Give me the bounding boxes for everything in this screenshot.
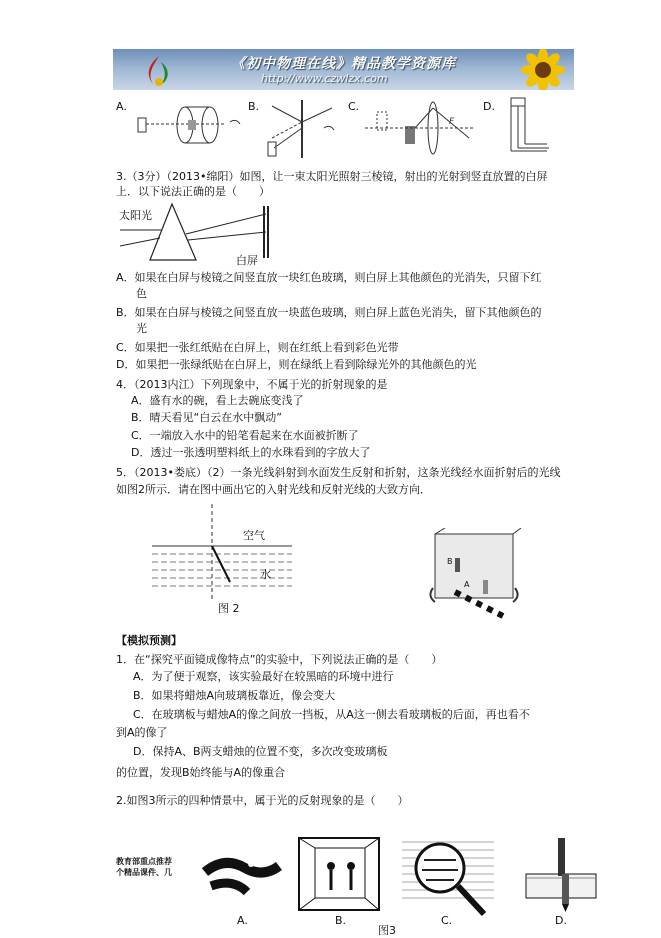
q5-line2: 如图2所示．请在图中画出它的入射光线和反射光线的大致方向． [116,483,431,496]
p1-option-c-cont: 到A的像了 [116,726,168,739]
logo-icon [139,52,179,88]
banner-url[interactable]: http://www.czwlzx.com [261,72,388,85]
svg-text:F: F [449,117,455,127]
p1-option-d-cont: 的位置，发现B始终能与A的像重合 [116,766,286,779]
q3-stem-line1: 3.（3分）（2013•绵阳）如图，让一束太阳光照射三棱镜，射出的光射到竖直放置的白屏 [116,170,548,183]
figure-shadow-hands [195,842,285,902]
p1-option-d: D．保持A、B两支蜡烛的位置不变，多次改变玻璃板 [133,745,388,758]
figure-mirror-room [297,836,382,912]
figure-3-caption: 图3 [378,924,396,937]
watermark-line2: 个精品课件、几 [116,868,172,877]
fig3-label-d: D. [555,914,567,927]
header-banner [113,49,574,90]
fig3-label-c: C. [441,914,453,927]
watermark-line1: 教育部重点推荐 [116,857,172,866]
p1-option-b: B．如果将蜡烛A向玻璃板靠近，像会变大 [133,689,336,702]
option-b-label: B. [248,100,260,113]
figure-option-b [262,98,342,160]
q3-stem-line2: 上．以下说法正确的是（ ） [116,185,270,198]
figure-option-a [130,100,245,158]
q4-option-b: B．晴天看见“白云在水中飘动” [131,411,282,424]
q3-option-d: D．如果把一张绿纸贴在白屏上，则在绿纸上看到除绿光外的其他颜色的光 [116,358,477,371]
figure-option-c [365,98,480,160]
q3-option-a-cont: 色 [136,287,147,300]
figure-refraction [150,502,295,602]
figure-candle-b: B [447,557,453,566]
figure-mirror-setup [425,528,525,620]
option-a-label: A. [116,100,127,113]
fig3-label-a: A. [237,914,248,927]
figure-2-caption: 图 2 [218,602,240,615]
option-c-label: C. [348,100,360,113]
q3-option-b-cont: 光 [136,322,147,335]
figure-label-screen: 白屏 [236,254,258,267]
watermark-text [116,856,172,878]
figure-magnifier [398,834,498,918]
p1-option-a: A．为了便于观察，该实验最好在较黑暗的环境中进行 [133,670,394,683]
figure-label-water: 水 [260,568,271,581]
figure-option-d [497,96,557,162]
q4-stem: 4．（2013内江）下列现象中，不属于光的折射现象的是 [116,378,388,391]
p1-option-c: C．在玻璃板与蜡烛A的像之间放一挡板，从A这一侧去看玻璃板的后面，再也看不 [133,708,530,721]
fig3-label-b: B. [335,914,347,927]
q3-option-c: C．如果把一张红纸贴在白屏上，则在红纸上看到彩色光带 [116,341,399,354]
figure-label-sunlight: 太阳光 [119,209,152,222]
q4-option-d: D．透过一张透明塑料纸上的水珠看到的字放大了 [131,446,371,459]
figure-candle-a: A [464,580,470,589]
p2-stem: 2.如图3所示的四种情景中，属于光的反射现象的是（ ） [116,794,409,807]
q3-option-b: B．如果在白屏与棱镜之间竖直放一块蓝色玻璃，则白屏上蓝色光消失，留下其他颜色的 [116,306,542,319]
q4-option-a: A．盛有水的碗，看上去碗底变浅了 [131,394,304,407]
section-title: 【模拟预测】 [116,634,182,647]
figure-pencil-water [522,834,602,914]
figure-label-air: 空气 [243,529,265,542]
sunflower-icon [513,49,574,90]
q4-option-c: C．一端放入水中的铅笔看起来在水面被折断了 [131,429,359,442]
q3-option-a: A．如果在白屏与棱镜之间竖直放一块红色玻璃，则白屏上其他颜色的光消失，只留下红 [116,271,542,284]
banner-title: 《初中物理在线》精品教学资源库 [231,56,456,72]
q5-line1: 5．（2013•娄底）（2）一条光线斜射到水面发生反射和折射，这条光线经水面折射后的光线 [116,466,561,479]
option-d-label: D. [483,100,495,113]
p1-stem: 1．在“探究平面镜成像特点”的实验中，下列说法正确的是（ ） [116,653,443,666]
